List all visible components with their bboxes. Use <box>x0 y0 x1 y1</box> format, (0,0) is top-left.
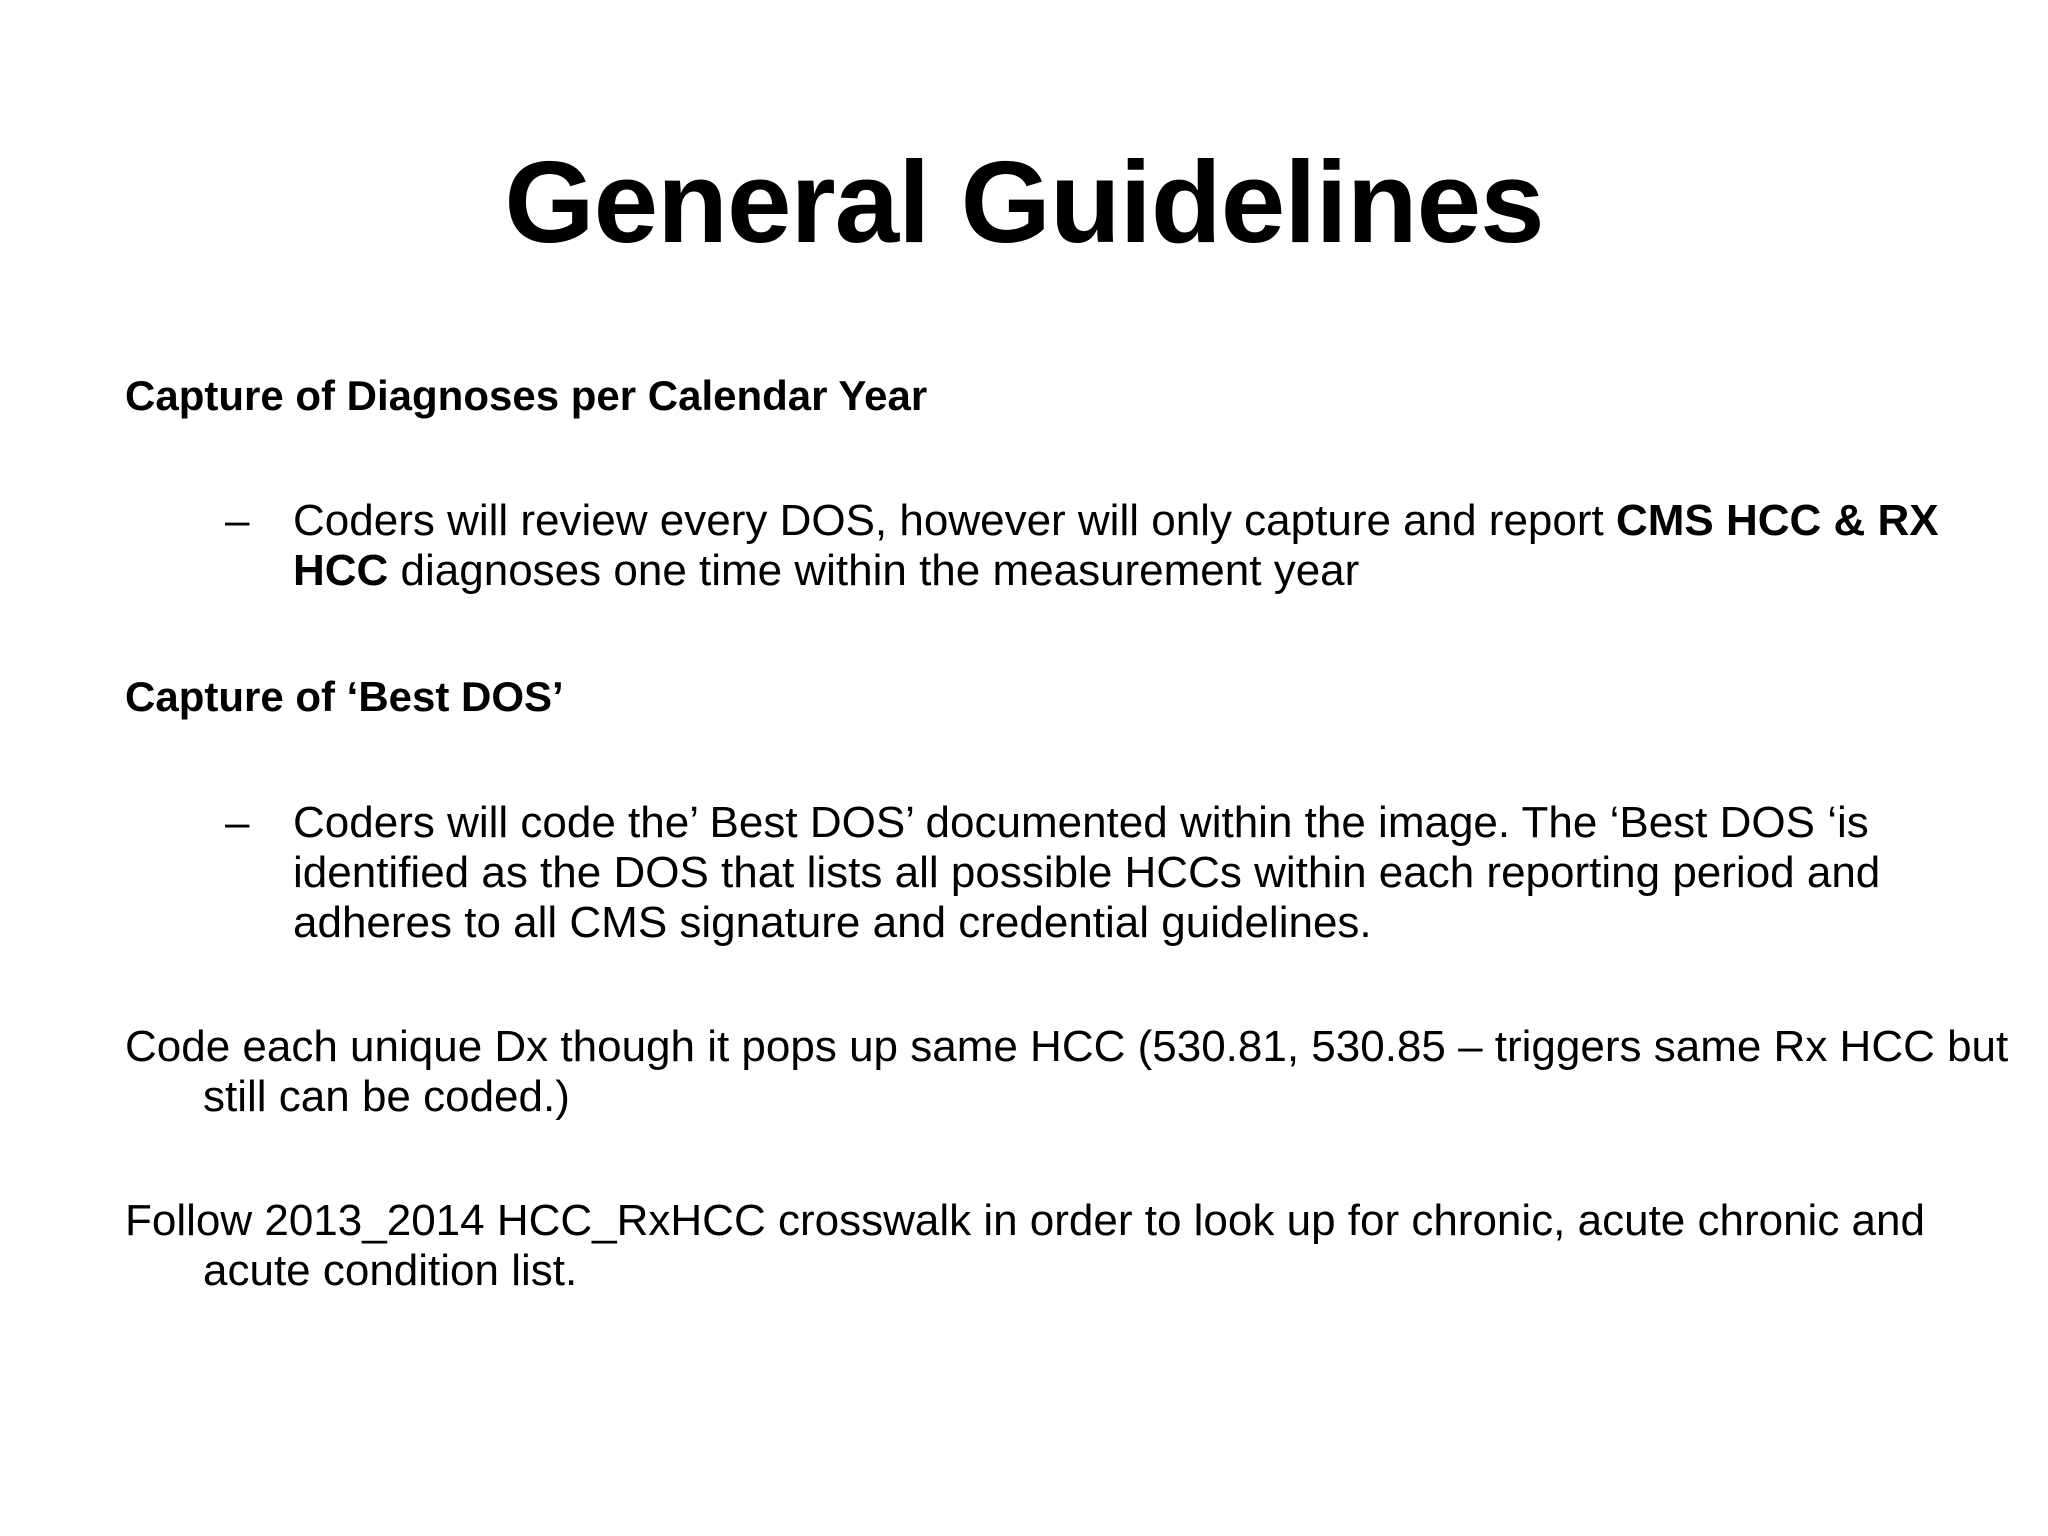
paragraph-crosswalk: Follow 2013_2014 HCC_RxHCC crosswalk in order to look up for chronic, acute chronic and acute condition list. <box>125 1196 1925 1295</box>
section-heading-best-dos: Capture of ‘Best DOS’ <box>125 673 564 720</box>
bullet-text <box>293 496 1945 596</box>
paragraph-unique-dx: Code each unique Dx though it pops up same HCC (530.81, 530.85 – triggers same Rx HCC but still can be coded.) <box>125 1022 2009 1121</box>
bullet-text-bold: CMS HCC & RX HCC <box>293 496 1939 595</box>
bullet-text-part1: Coders will review every DOS, however will only capture and report <box>293 496 1616 545</box>
dash-marker: – <box>225 798 250 847</box>
bullet-best-dos <box>225 798 1945 948</box>
slide-title: General Guidelines <box>504 137 1544 267</box>
dash-marker: – <box>225 496 250 545</box>
bullet-text: Coders will code the’ Best DOS’ documented within the image. The ‘Best DOS ‘is identified as the DOS that lists all possible HCCs within each reporting period and adheres to all CMS signature and credential guidelines. <box>293 798 1881 947</box>
section-heading-diagnoses: Capture of Diagnoses per Calendar Year <box>125 372 928 419</box>
bullet-diagnoses <box>225 496 1945 596</box>
bullet-text-part2: diagnoses one time within the measurement year <box>388 546 1360 595</box>
